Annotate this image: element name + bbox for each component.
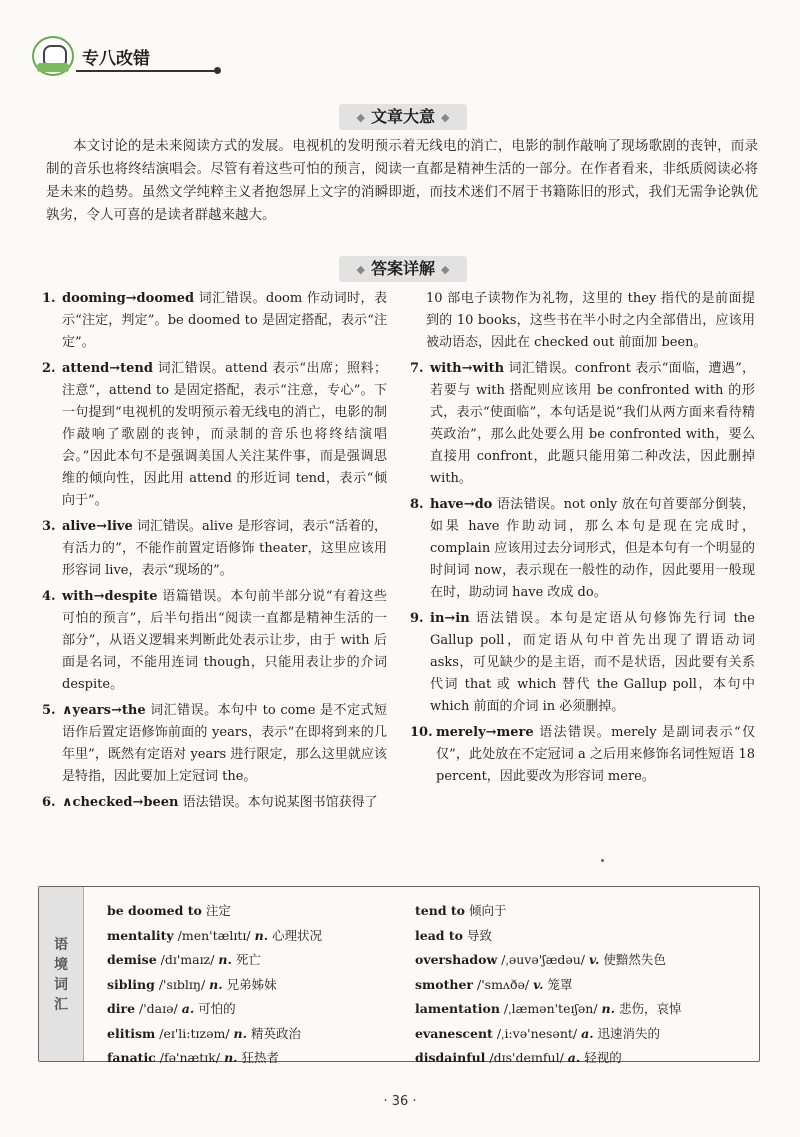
vocabulary-right-column [415, 899, 681, 1071]
answer-number: 10. [410, 725, 433, 740]
answer-number: 7. [410, 361, 424, 376]
answer-explanation: 词汇错误。doom 作动词时，表示“注定，判定”。be doomed to 是固定搭配，表示“注定”。 [62, 291, 387, 350]
vocabulary-box [38, 886, 760, 1065]
vocab-entry: overshadow /ˌəuvə'ʃædəu/ v. 使黯然失色 [415, 952, 666, 967]
answer-explanation: 语篇错误。本句前半部分说“有着这些可怕的预言”，后半句指出“阅读一直都是精神生活的一部分”，从语义逻辑来判断此处表示让步，由于 with 后面是名词，不能用连词 though，只能用表让步的介词 despite。 [62, 589, 387, 692]
answer-number: 4. [42, 589, 56, 604]
answer-explanation: 词汇错误。alive 是形容词，表示“活着的，有活力的”，不能作前置定语修饰 theater，这里应该用形容词 live，表示“现场的”。 [62, 519, 387, 578]
answer-item [42, 516, 387, 582]
answer-item [42, 288, 387, 354]
vocab-entry: evanescent /ˌi:və'nesənt/ a. 迅速消失的 [415, 1025, 661, 1041]
header-dot [214, 67, 221, 74]
answer-number: 6. [42, 795, 56, 810]
answer-correction: ∧years→the [62, 703, 146, 718]
answer-number: 1. [42, 291, 56, 306]
vocab-entry: tend to 倾向于 [415, 903, 507, 918]
answer-correction: attend→tend [62, 361, 153, 376]
header-underline [76, 70, 216, 72]
vocab-entry: smother /'smʌðə/ v. 笼罩 [415, 976, 573, 992]
answer-item [410, 608, 755, 718]
mascot-logo-icon [32, 36, 74, 76]
answer-explanation: 词汇错误。attend 表示“出席；照料；注意”，attend to 是固定搭配，表示“注意，专心”。下一句提到“电视机的发明预示着无线电的消亡，电影的制作敲响了歌剧的丧钟，而录制的音乐也将终结演唱会。”因此本句不是强调美国人关注某件事，而是强调思维的倾向性，因此用 attend 的形近词 tend，表示“倾向于”。 [62, 361, 387, 508]
page-number: · 36 · [383, 1094, 417, 1109]
vocab-entry: mentality /men'tælɪtɪ/ n. 心理状况 [107, 927, 323, 943]
summary-title-text: 文章大意 [370, 107, 435, 126]
answer-item [410, 722, 755, 788]
vocab-entry: lamentation /ˌlæmən'teɪʃən/ n. 悲伤，哀悼 [415, 1001, 682, 1016]
vocab-entry: disdainful /dɪs'deɪnful/ a. 轻视的 [415, 1050, 622, 1065]
answer-number: 9. [410, 611, 424, 626]
vocab-entry: be doomed to 注定 [107, 903, 231, 918]
answer-explanation: 词汇错误。confront 表示“面临，遭遇”，若要与 with 搭配则应该用 be confronted with 的形式，表示“使面临”，本句话是说“我们从两方面来看待精英政治”，那么此处要么用 be confronted with，要么直接用 confront，此题只能用第二种改法，因此删掉 with。 [430, 361, 755, 486]
answer-explanation: 语法错误。merely 是副词表示“仅仅”，此处放在不定冠词 a 之后用来修饰名词性短语 18 percent，因此要改为形容词 mere。 [436, 725, 755, 784]
answer-correction: ∧checked→been [62, 795, 179, 810]
vocab-entry: dire /'daɪə/ a. 可怕的 [107, 1001, 236, 1016]
answer-6-continuation: 10 部电子读物作为礼物，这里的 they 指代的是前面提到的 10 books，这些书在半小时之内全部借出，应该用被动语态，因此在 checked out 前面加 been。 [426, 291, 755, 350]
diamond-icon: ◆ [356, 263, 365, 276]
answer-number: 5. [42, 703, 56, 718]
answers-right-column [410, 288, 755, 792]
answer-explanation: 语法错误。本句是定语从句修饰先行词 the Gallup poll，而定语从句中首先出现了谓语动词 asks，可见缺少的是主语，而不是状语，因此要有关系代词 that 或 which 替代 the Gallup poll，本句中 which 前面的介词 in 必须删掉。 [430, 611, 755, 714]
answer-correction: merely→mere [436, 725, 534, 740]
answer-item [42, 700, 387, 788]
stray-dot [601, 859, 604, 862]
answer-number: 8. [410, 497, 424, 512]
answer-item [410, 358, 755, 490]
answer-correction: dooming→doomed [62, 291, 195, 306]
answer-item [42, 792, 387, 814]
vocab-entry: demise /dɪ'maɪz/ n. 死亡 [107, 952, 261, 967]
answer-correction: alive→live [62, 519, 133, 534]
header-title: 专八改错 [82, 49, 150, 69]
diamond-icon: ◆ [441, 263, 450, 276]
answers-title-text: 答案详解 [370, 259, 435, 278]
answer-explanation: 词汇错误。本句中 to come 是不定式短语作后置定语修饰前面的 years，表示“在即将到来的几年里”，既然有定语对 years 进行限定，那么这里就应该是特指，因此要加上定冠词 the。 [62, 703, 387, 784]
vocabulary-tab [39, 887, 84, 1061]
answers-left-column [42, 288, 387, 818]
answer-number: 2. [42, 361, 56, 376]
vocab-entry: sibling /'sɪblɪŋ/ n. 兄弟姊妹 [107, 976, 277, 992]
diamond-icon: ◆ [356, 111, 365, 124]
answer-correction: in→in [430, 611, 470, 626]
answer-correction: with→with [430, 361, 505, 376]
diamond-icon: ◆ [441, 111, 450, 124]
vocab-entry: fanatic /fə'nætɪk/ n. 狂热者 [107, 1050, 280, 1065]
answers-section-title [339, 256, 467, 282]
summary-section-title [339, 104, 467, 130]
answer-item [42, 586, 387, 696]
answer-correction: with→despite [62, 589, 158, 604]
vocab-entry: lead to 导致 [415, 927, 493, 943]
page-header [32, 36, 187, 76]
answer-explanation: 语法错误。本句说某图书馆获得了 [178, 795, 378, 810]
answer-explanation: 语法错误。not only 放在句首要部分倒装，如果 have 作助动词，那么本句是现在完成时，complain 应该用过去分词形式，但是本句有一个明显的时间词 now，表示现在一般性的动作，因此要用一般现在时，助动词 have 改成 do。 [430, 497, 755, 600]
vocabulary-left-column [107, 899, 322, 1071]
answer-number: 3. [42, 519, 56, 534]
summary-paragraph: 本文讨论的是未来阅读方式的发展。电视机的发明预示着无线电的消亡，电影的制作敲响了现场歌剧的丧钟，而录制的音乐也将终结演唱会。尽管有着这些可怕的预言，阅读一直都是精神生活的一部分。在作者看来，非纸质阅读必将是未来的趋势。虽然文学纯粹主义者抱怨屏上文字的消瞬即逝，而技术迷们不屑于书籍陈旧的形式，我们无需争论孰优孰劣，令人可喜的是读者群越来越大。 [46, 138, 758, 223]
answer-item [410, 494, 755, 604]
answer-item [42, 358, 387, 512]
vocabulary-label: 语境词汇 [54, 937, 68, 1013]
answer-correction: have→do [430, 497, 493, 512]
vocab-entry: elitism /eɪ'li:tɪzəm/ n. 精英政治 [107, 1025, 301, 1041]
